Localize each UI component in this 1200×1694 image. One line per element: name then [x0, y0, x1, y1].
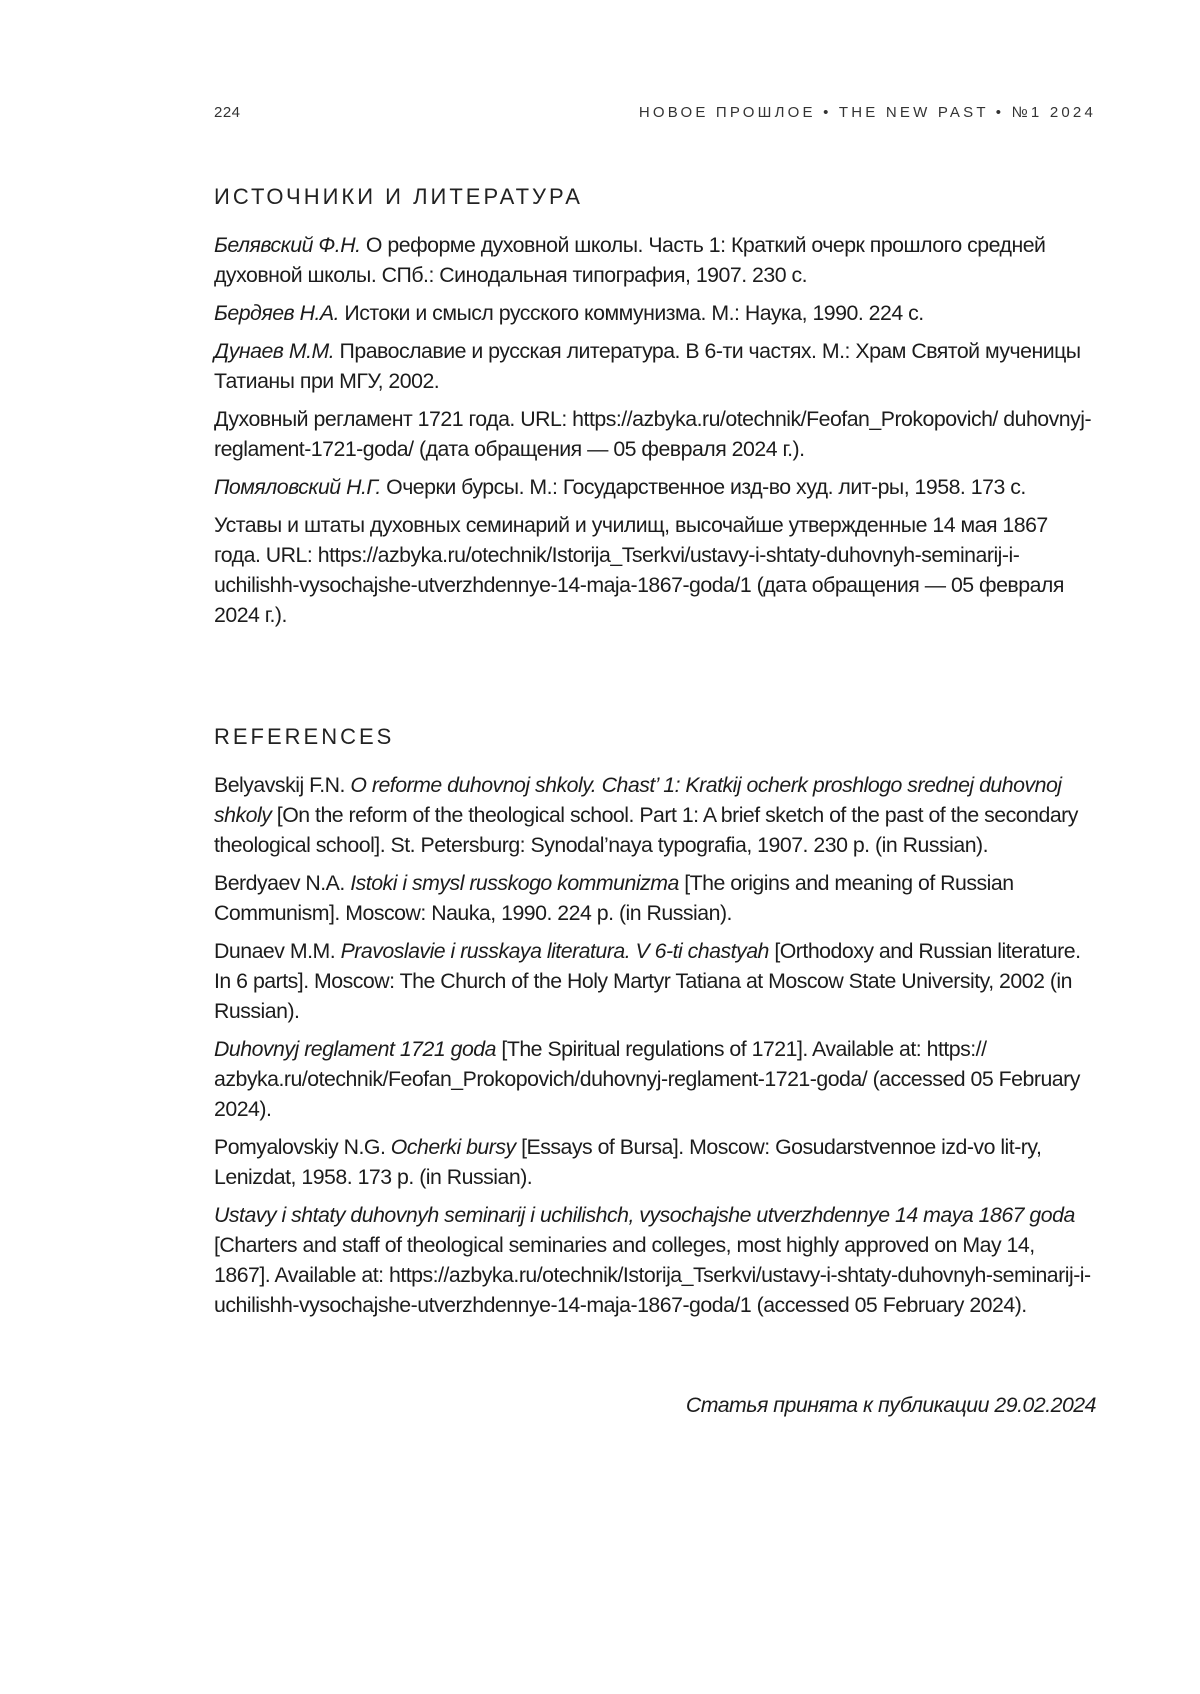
source-entry	[214, 510, 1094, 630]
journal-title: НОВОЕ ПРОШЛОЕ • THE NEW PAST • №1 2024	[639, 102, 1096, 124]
page-number: 224	[214, 102, 241, 124]
reference-title: O reforme duhovnoj shkoly. Chast’ 1: Kratkij ocherk proshlogo srednej duhovnoj shkoly	[214, 773, 1062, 827]
reference-tail: [Orthodoxy and Russian literature. In 6 parts]. Moscow: The Church of the Holy Martyr Tatiana at Moscow State University, 2002 (in Russian).	[214, 939, 1081, 1023]
reference-title: Duhovnyj reglament 1721 goda	[214, 1037, 496, 1061]
reference-title: Ustavy i shtaty duhovnyh seminarij i uchilishch, vysochajshe utverzhdennye 14 maya 1867 goda	[214, 1203, 1075, 1227]
source-entry	[214, 404, 1094, 464]
source-entry	[214, 230, 1094, 290]
reference-title: Ocherki bursy	[391, 1135, 516, 1159]
reference-lead: Dunaev M.M.	[214, 939, 341, 963]
reference-lead: Pomyalovskiy N.G.	[214, 1135, 391, 1159]
source-text: Очерки бурсы. М.: Государственное изд-во худ. лит-ры, 1958. 173 с.	[381, 475, 1026, 499]
source-text: Уставы и штаты духовных семинарий и училищ, высочайше утвержденные 14 мая 1867 года. URL: https://azbyka.ru/otechnik/Istorija_Tserkvi/ustavy-i-shtaty-duhovnyh-seminarij-i-uchilishh-vysochajshe-utverzhdennye-14-maja-1867-goda/1 (дата обраще­ния — 05 февраля 2024 г.).	[214, 513, 1064, 627]
reference-entry	[214, 1034, 1094, 1124]
reference-lead: Berdyaev N.A.	[214, 871, 350, 895]
sources-heading: ИСТОЧНИКИ И ЛИТЕРАТУРА	[214, 183, 583, 211]
reference-tail: [The Spiritual regulations of 1721]. Available at: https:// azbyka.ru/otechnik/Feofan_Prokopovich/duhovnyj-reglament-1721-goda/ (accessed 05 February 2024).	[214, 1037, 1080, 1121]
reference-entry	[214, 936, 1094, 1026]
source-text: Православие и русская литература. В 6-ти частях. М.: Храм Святой мученицы Татианы при МГУ, 2002.	[214, 339, 1081, 393]
source-entry	[214, 298, 1094, 328]
reference-tail: [On the reform of the theological school. Part 1: A brief sketch of the past of the secondary theological school]. St. Petersburg: Synodal’naya typografia, 1907. 230 p. (in Russian).	[214, 803, 1078, 857]
reference-title: Pravoslavie i russkaya literatura. V 6-ti chastyah	[341, 939, 769, 963]
reference-entry	[214, 770, 1094, 860]
source-author: Белявский Ф.Н.	[214, 233, 361, 257]
reference-tail: [Charters and staff of theological seminaries and colleges, most highly ap­proved on May 14, 1867]. Available at: https://azbyka.ru/otechnik/Istorija_Tserkvi/ustavy-i-shtaty-duhovnyh-seminarij-i-uchilishh-vysochajshe-utverzhdennye-14-maja-1867-goda/1 (accessed 05 February 2024).	[214, 1233, 1091, 1317]
reference-title: Istoki i smysl russkogo kommunizma	[350, 871, 679, 895]
reference-lead: Belyavskij F.N.	[214, 773, 350, 797]
reference-entry	[214, 868, 1094, 928]
reference-entry	[214, 1200, 1094, 1320]
running-header	[214, 102, 1096, 124]
references-heading: REFERENCES	[214, 723, 394, 751]
reference-tail: [The origins and meaning of Russian Communism]. Moscow: Nauka, 1990. 224 p. (in Russian).	[214, 871, 1014, 925]
source-author: Дунаев М.М.	[214, 339, 334, 363]
document-page	[214, 0, 1096, 1694]
source-entry	[214, 472, 1094, 502]
source-author: Помяловский Н.Г.	[214, 475, 381, 499]
source-author: Бердяев Н.А.	[214, 301, 339, 325]
acceptance-note: Статья принята к публикации 29.02.2024	[686, 1390, 1096, 1420]
reference-tail: [Essays of Bursa]. Moscow: Gosudarstvennoe izd-vo lit-ry, Lenizdat, 1958. 173 p. (in Russian).	[214, 1135, 1041, 1189]
source-text: Духовный регламент 1721 года. URL: https://azbyka.ru/otechnik/Feofan_Prokopovich/ duhovnyj-reglament-1721-goda/ (дата обращения — 05 февраля 2024 г.).	[214, 407, 1091, 461]
source-text: О реформе духовной школы. Часть 1: Краткий очерк прошлого сред­ней духовной школы. СПб.: Синодальная типография, 1907. 230 с.	[214, 233, 1045, 287]
reference-entry	[214, 1132, 1094, 1192]
sources-list	[214, 230, 1094, 638]
source-entry	[214, 336, 1094, 396]
references-list	[214, 770, 1094, 1328]
source-text: Истоки и смысл русского коммунизма. М.: Наука, 1990. 224 с.	[339, 301, 924, 325]
